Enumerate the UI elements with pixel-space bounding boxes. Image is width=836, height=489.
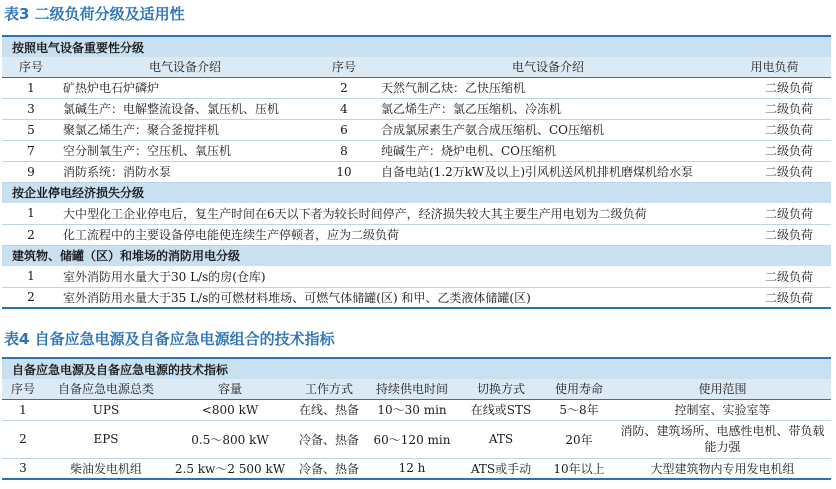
cell-index: 7: [2, 140, 60, 161]
table-row: [2, 119, 831, 140]
table-row: [2, 161, 831, 182]
cell-index: 2: [2, 420, 44, 458]
cell-equipment-2: 自备电站(1.2万kW及以上)引风机送风机排机磨煤机给水泵: [378, 161, 718, 182]
cell-equipment: 氯碱生产：电解整流设备、氯压机、压机: [60, 98, 310, 119]
table4: [2, 357, 831, 480]
cell-load: 二级负荷: [718, 224, 831, 245]
cell-load: 二级负荷: [718, 140, 831, 161]
table-row: [2, 98, 831, 119]
table-row: [2, 77, 831, 98]
table4-header-life: 使用寿命: [544, 379, 614, 399]
cell-equipment-2: 纯碱生产：烧炉电机、CO压缩机: [378, 140, 718, 161]
cell-index-2: 6: [310, 119, 378, 140]
table3: [2, 35, 831, 309]
cell-equipment-2: 合成氯尿素生产氨合成压缩机、CO压缩机: [378, 119, 718, 140]
cell-index: 5: [2, 119, 60, 140]
table4-header-scope: 使用范围: [614, 379, 831, 399]
cell-duration: 10～30 min: [366, 399, 458, 420]
cell-load: 二级负荷: [718, 161, 831, 182]
cell-index: 3: [2, 98, 60, 119]
table3-header-index: 序号: [2, 57, 60, 77]
cell-load: 二级负荷: [718, 77, 831, 98]
table3-header-equipment-2: 电气设备介绍: [378, 57, 718, 77]
table4-header-type: 自备应急电源总类: [44, 379, 168, 399]
cell-switch: ATS: [458, 420, 544, 458]
table4-title: 表4 自备应急电源及自备应急电源组合的技术指标: [4, 330, 335, 348]
cell-switch: 在线或STS: [458, 399, 544, 420]
table-row: [2, 458, 831, 479]
cell-index-2: 10: [310, 161, 378, 182]
table4-header-switch: 切换方式: [458, 379, 544, 399]
table-row: [2, 399, 831, 420]
cell-index: 1: [2, 399, 44, 420]
cell-equipment: 聚氯乙烯生产：聚合釜搅拌机: [60, 119, 310, 140]
cell-life: 20年: [544, 420, 614, 458]
cell-life: 5～8年: [544, 399, 614, 420]
cell-index: 9: [2, 161, 60, 182]
cell-index: 3: [2, 458, 44, 479]
cell-scope: 消防、建筑场所、电感性电机、带负载能力强: [614, 420, 831, 458]
table3-header-equipment: 电气设备介绍: [60, 57, 310, 77]
cell-type: EPS: [44, 420, 168, 458]
table3-section-economic-loss: 按企业停电经济损失分级: [2, 182, 831, 203]
cell-capacity: 2.5 kw～2 500 kW: [168, 458, 292, 479]
table3-title: 表3 二级负荷分级及适用性: [4, 5, 185, 23]
cell-type: 柴油发电机组: [44, 458, 168, 479]
cell-load: 二级负荷: [718, 287, 831, 308]
cell-mode: 冷备、热备: [292, 458, 366, 479]
table-row: [2, 420, 831, 458]
cell-description: 室外消防用水量大于35 L/s的可燃材料堆场、可燃气体储罐(区) 和甲、乙类液体储罐(区): [60, 287, 718, 308]
cell-index: 1: [2, 203, 60, 224]
cell-equipment-2: 天然气制乙炔：乙快压缩机: [378, 77, 718, 98]
table4-header-capacity: 容量: [168, 379, 292, 399]
cell-equipment-2: 氯乙烯生产：氯乙压缩机、冷冻机: [378, 98, 718, 119]
cell-scope: 大型建筑物内专用发电机组: [614, 458, 831, 479]
table-row: [2, 203, 831, 224]
cell-load: 二级负荷: [718, 98, 831, 119]
table3-header-index-2: 序号: [310, 57, 378, 77]
cell-index-2: 2: [310, 77, 378, 98]
table3-section-importance: 按照电气设备重要性分级: [2, 36, 831, 57]
cell-switch: ATS或手动: [458, 458, 544, 479]
table-row: [2, 224, 831, 245]
cell-description: 化工流程中的主要设备停电能使连续生产停顿者，应为二级负荷: [60, 224, 718, 245]
cell-duration: 60～120 min: [366, 420, 458, 458]
cell-life: 10年以上: [544, 458, 614, 479]
cell-duration: 12 h: [366, 458, 458, 479]
table-row: [2, 266, 831, 287]
cell-load: 二级负荷: [718, 203, 831, 224]
table4-section: 自备应急电源及自备应急电源的技术指标: [2, 358, 831, 379]
cell-index-2: 8: [310, 140, 378, 161]
cell-index: 2: [2, 224, 60, 245]
cell-scope: 控制室、实验室等: [614, 399, 831, 420]
table3-header-load: 用电负荷: [718, 57, 831, 77]
cell-mode: 在线、热备: [292, 399, 366, 420]
cell-index: 1: [2, 266, 60, 287]
table-row: [2, 287, 831, 308]
table4-header-index: 序号: [2, 379, 44, 399]
cell-equipment: 消防系统：消防水泵: [60, 161, 310, 182]
cell-index-2: 4: [310, 98, 378, 119]
cell-type: UPS: [44, 399, 168, 420]
cell-index: 1: [2, 77, 60, 98]
table4-header-duration: 持续供电时间: [366, 379, 458, 399]
cell-equipment: 空分制氧生产：空压机、氧压机: [60, 140, 310, 161]
cell-load: 二级负荷: [718, 119, 831, 140]
table3-section-fire: 建筑物、储罐（区）和堆场的消防用电分级: [2, 245, 831, 266]
cell-load: 二级负荷: [718, 266, 831, 287]
cell-index: 2: [2, 287, 60, 308]
cell-description: 室外消防用水量大于30 L/s的房(仓库): [60, 266, 718, 287]
table-row: [2, 140, 831, 161]
cell-mode: 冷备、热备: [292, 420, 366, 458]
cell-description: 大中型化工企业停电后，复生产时间在6天以下者为较长时间停产，经济损失较大其主要生产用电划为二级负荷: [60, 203, 718, 224]
cell-capacity: <800 kW: [168, 399, 292, 420]
cell-capacity: 0.5～800 kW: [168, 420, 292, 458]
table4-header-mode: 工作方式: [292, 379, 366, 399]
cell-equipment: 矿热炉电石炉磷炉: [60, 77, 310, 98]
